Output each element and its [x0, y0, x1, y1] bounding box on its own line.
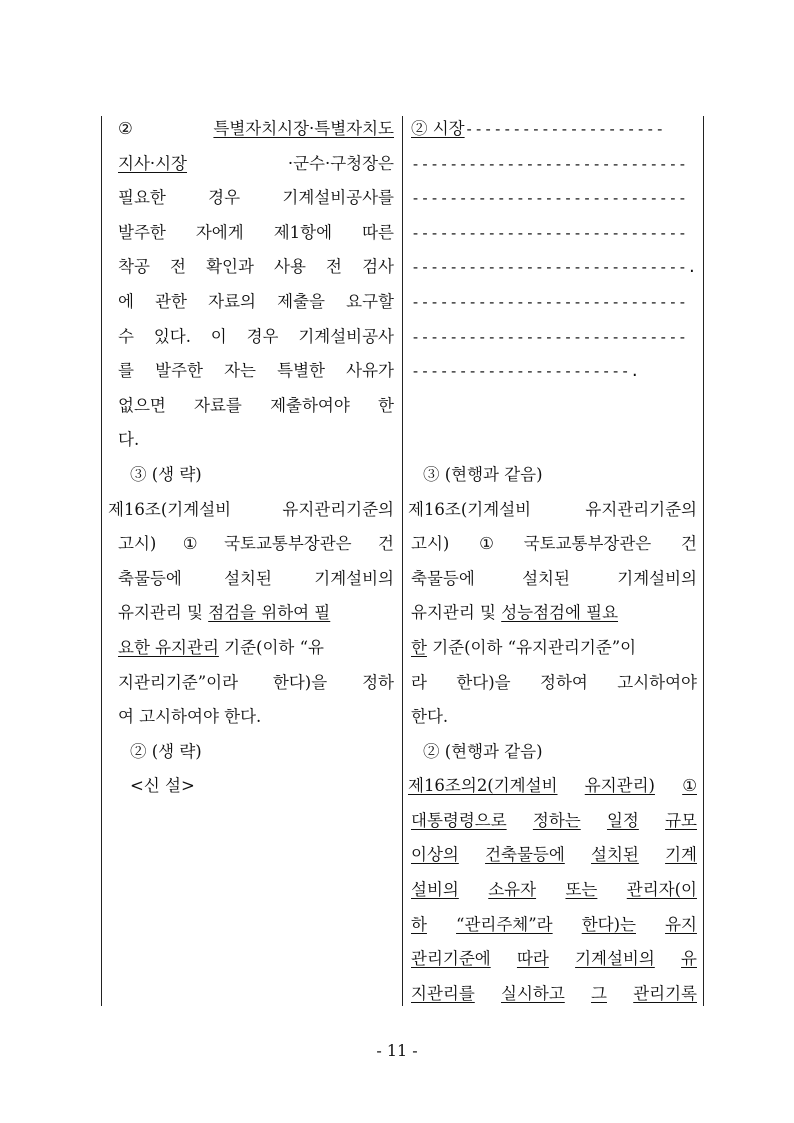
word: 관리자(이: [626, 880, 697, 900]
text-line: [118, 112, 394, 147]
text-line: [118, 389, 394, 424]
word: 규모: [665, 810, 697, 830]
word: 유지: [665, 914, 697, 934]
word: 요구할: [346, 291, 394, 311]
text-line-content: ② 특별자치시장·특별자치도: [118, 119, 394, 138]
dash-fill: ---------------------: [464, 120, 665, 138]
word: 설비의: [411, 880, 459, 900]
text-line: ③ (현행과 같음): [423, 464, 543, 484]
text-line: 여 고시하여야 한다.: [118, 707, 262, 727]
word: 건: [378, 534, 394, 554]
word: 제1항에: [273, 222, 333, 242]
word: 지관리를: [411, 983, 475, 1003]
word: 기계: [665, 845, 697, 865]
text-line: [411, 596, 697, 631]
text-line: [118, 285, 394, 320]
blank-line: [411, 389, 697, 424]
word: 자에게: [195, 222, 244, 242]
word: 축물등에: [411, 568, 475, 588]
text-line: [118, 562, 394, 597]
text-line-content: 지사·시장: [118, 153, 188, 173]
word: 고시): [118, 534, 157, 554]
word: 이: [210, 326, 227, 346]
word: 국토교통부장관은: [523, 534, 652, 554]
word: 사용: [274, 257, 306, 277]
word: 라: [411, 672, 427, 692]
text-line: [411, 112, 697, 147]
text-line: [411, 908, 697, 943]
word: 실시하고: [501, 983, 565, 1003]
word: 발주한: [118, 222, 166, 242]
word: 유지관리): [584, 776, 655, 796]
word: 자는: [224, 361, 256, 381]
text-line: [411, 977, 697, 1012]
word: 유지관리기준의: [585, 499, 697, 519]
text-line: [118, 631, 394, 666]
text-line: [118, 596, 394, 631]
text-line: [411, 527, 697, 562]
word: 정하: [362, 672, 394, 692]
word: 제출하여야: [270, 395, 350, 415]
text-line: 한다.: [411, 707, 449, 727]
word: 설치된: [591, 845, 639, 865]
word: 제출을: [277, 291, 325, 311]
text-line: [411, 838, 697, 873]
word: 제16조(기계설비: [108, 499, 232, 519]
text-line: ② (현행과 같음): [423, 741, 543, 761]
word: 따라: [516, 949, 549, 969]
word: 기계설비의: [314, 568, 394, 588]
word: 경우: [208, 188, 241, 208]
word: 그: [591, 983, 607, 1003]
word: 특별한: [277, 361, 325, 381]
word: 발주한: [155, 361, 203, 381]
article-heading: [408, 493, 697, 528]
dash-line: -----------------------------: [411, 189, 688, 208]
text-line-content: 유지관리 및 성능점검에 필요: [411, 603, 619, 623]
word: 대통령령으로: [411, 810, 507, 830]
word: 수: [118, 326, 134, 346]
text-line: [118, 527, 394, 562]
article-heading: [108, 493, 394, 528]
text-line: <신 설>: [130, 776, 195, 796]
text-line: [118, 181, 394, 216]
word: 따른: [362, 222, 394, 242]
word: 정하여: [540, 672, 588, 692]
word: 를: [118, 361, 134, 381]
word: 기계설비공사: [298, 326, 394, 346]
word: 기계설비의: [617, 568, 697, 588]
table-center-divider: [402, 116, 403, 1006]
word: 설치된: [522, 568, 570, 588]
word: 유지관리기준의: [282, 499, 394, 519]
blank-line: [411, 423, 697, 458]
word: 없으면: [118, 395, 166, 415]
table-left-border: [101, 116, 102, 1006]
table-right-border: [703, 116, 704, 1006]
dash-line: -----------------------------: [411, 292, 688, 311]
word: 한다)을: [456, 672, 511, 692]
dash-line: -----------------------.: [411, 362, 640, 381]
word: 건: [681, 534, 697, 554]
text-line: [411, 562, 697, 597]
text-line-content: ② 시장: [411, 119, 465, 138]
word: 고시): [411, 534, 450, 554]
word: 정하는: [532, 810, 581, 830]
text-line-content: 유지관리 및 점검을 위하여 필: [118, 603, 331, 623]
dash-line: -----------------------------: [411, 223, 688, 242]
word: 확인과: [206, 257, 254, 277]
text-line: [118, 666, 394, 701]
word: 전: [170, 257, 186, 277]
word: 제16조의2(기계설비: [408, 776, 558, 796]
word: 제16조(기계설비: [408, 499, 532, 519]
text-line: [118, 147, 394, 182]
dash-line: -----------------------------: [411, 327, 688, 346]
word: 경우: [246, 326, 279, 346]
word: 지관리기준”이라: [118, 672, 239, 692]
word: 한다)을: [272, 672, 328, 692]
word: ①: [182, 534, 198, 554]
word: 소유자: [488, 880, 537, 900]
word: 고시하여야: [617, 672, 697, 692]
word: 에: [118, 291, 134, 311]
word: 유: [681, 949, 697, 969]
amendment-column: [408, 112, 697, 1011]
word: 이상의: [411, 845, 459, 865]
text-line: [411, 942, 697, 977]
word: ①: [479, 534, 494, 554]
current-law-column: [108, 112, 394, 804]
text-line: [118, 354, 394, 389]
word: 검사: [362, 257, 394, 277]
word: 필요한: [118, 188, 166, 208]
text-line: [118, 250, 394, 285]
word: 전: [326, 257, 342, 277]
word: 관리기록: [633, 983, 697, 1003]
word: 일정: [606, 810, 639, 830]
text-line: ② (생 략): [130, 741, 202, 761]
word: 사유가: [346, 361, 394, 381]
word: 있다.: [153, 326, 191, 346]
word: 한: [378, 395, 394, 415]
text-line-content: 요한 유지관리 기준(이하 “유: [118, 637, 324, 657]
text-line: ③ (생 략): [130, 464, 202, 484]
text-line: 다.: [118, 430, 140, 450]
word: 국토교통부장관은: [224, 534, 352, 554]
word: 자료의: [208, 291, 256, 311]
new-article-heading: [408, 769, 697, 804]
word: 기계설비의: [575, 949, 655, 969]
word: 건축물등에: [485, 845, 565, 865]
text-line: [411, 873, 697, 908]
text-line: [118, 216, 394, 251]
word: 관리기준에: [411, 949, 491, 969]
dash-line: -----------------------------: [411, 154, 688, 173]
word: 착공: [118, 257, 150, 277]
word: 자료를: [194, 395, 242, 415]
word: 한다)는: [581, 914, 636, 934]
text-line-content: ·군수·구청장은: [287, 153, 394, 173]
word: ①: [682, 776, 697, 796]
word: 축물등에: [118, 568, 182, 588]
dash-line: -----------------------------.: [411, 258, 697, 277]
word: 하: [411, 914, 427, 934]
text-line: [118, 320, 394, 355]
text-line: [411, 631, 697, 666]
word: “관리주체”라: [456, 914, 553, 934]
word: 관한: [155, 291, 187, 311]
word: 설치된: [224, 568, 272, 588]
text-line: [411, 666, 697, 701]
text-line: [411, 804, 697, 839]
word: 또는: [565, 880, 598, 900]
page-number: - 11 -: [376, 1041, 418, 1060]
word: 기계설비공사를: [282, 188, 394, 208]
text-line-content: 한 기준(이하 “유지관리기준”이: [411, 637, 637, 657]
